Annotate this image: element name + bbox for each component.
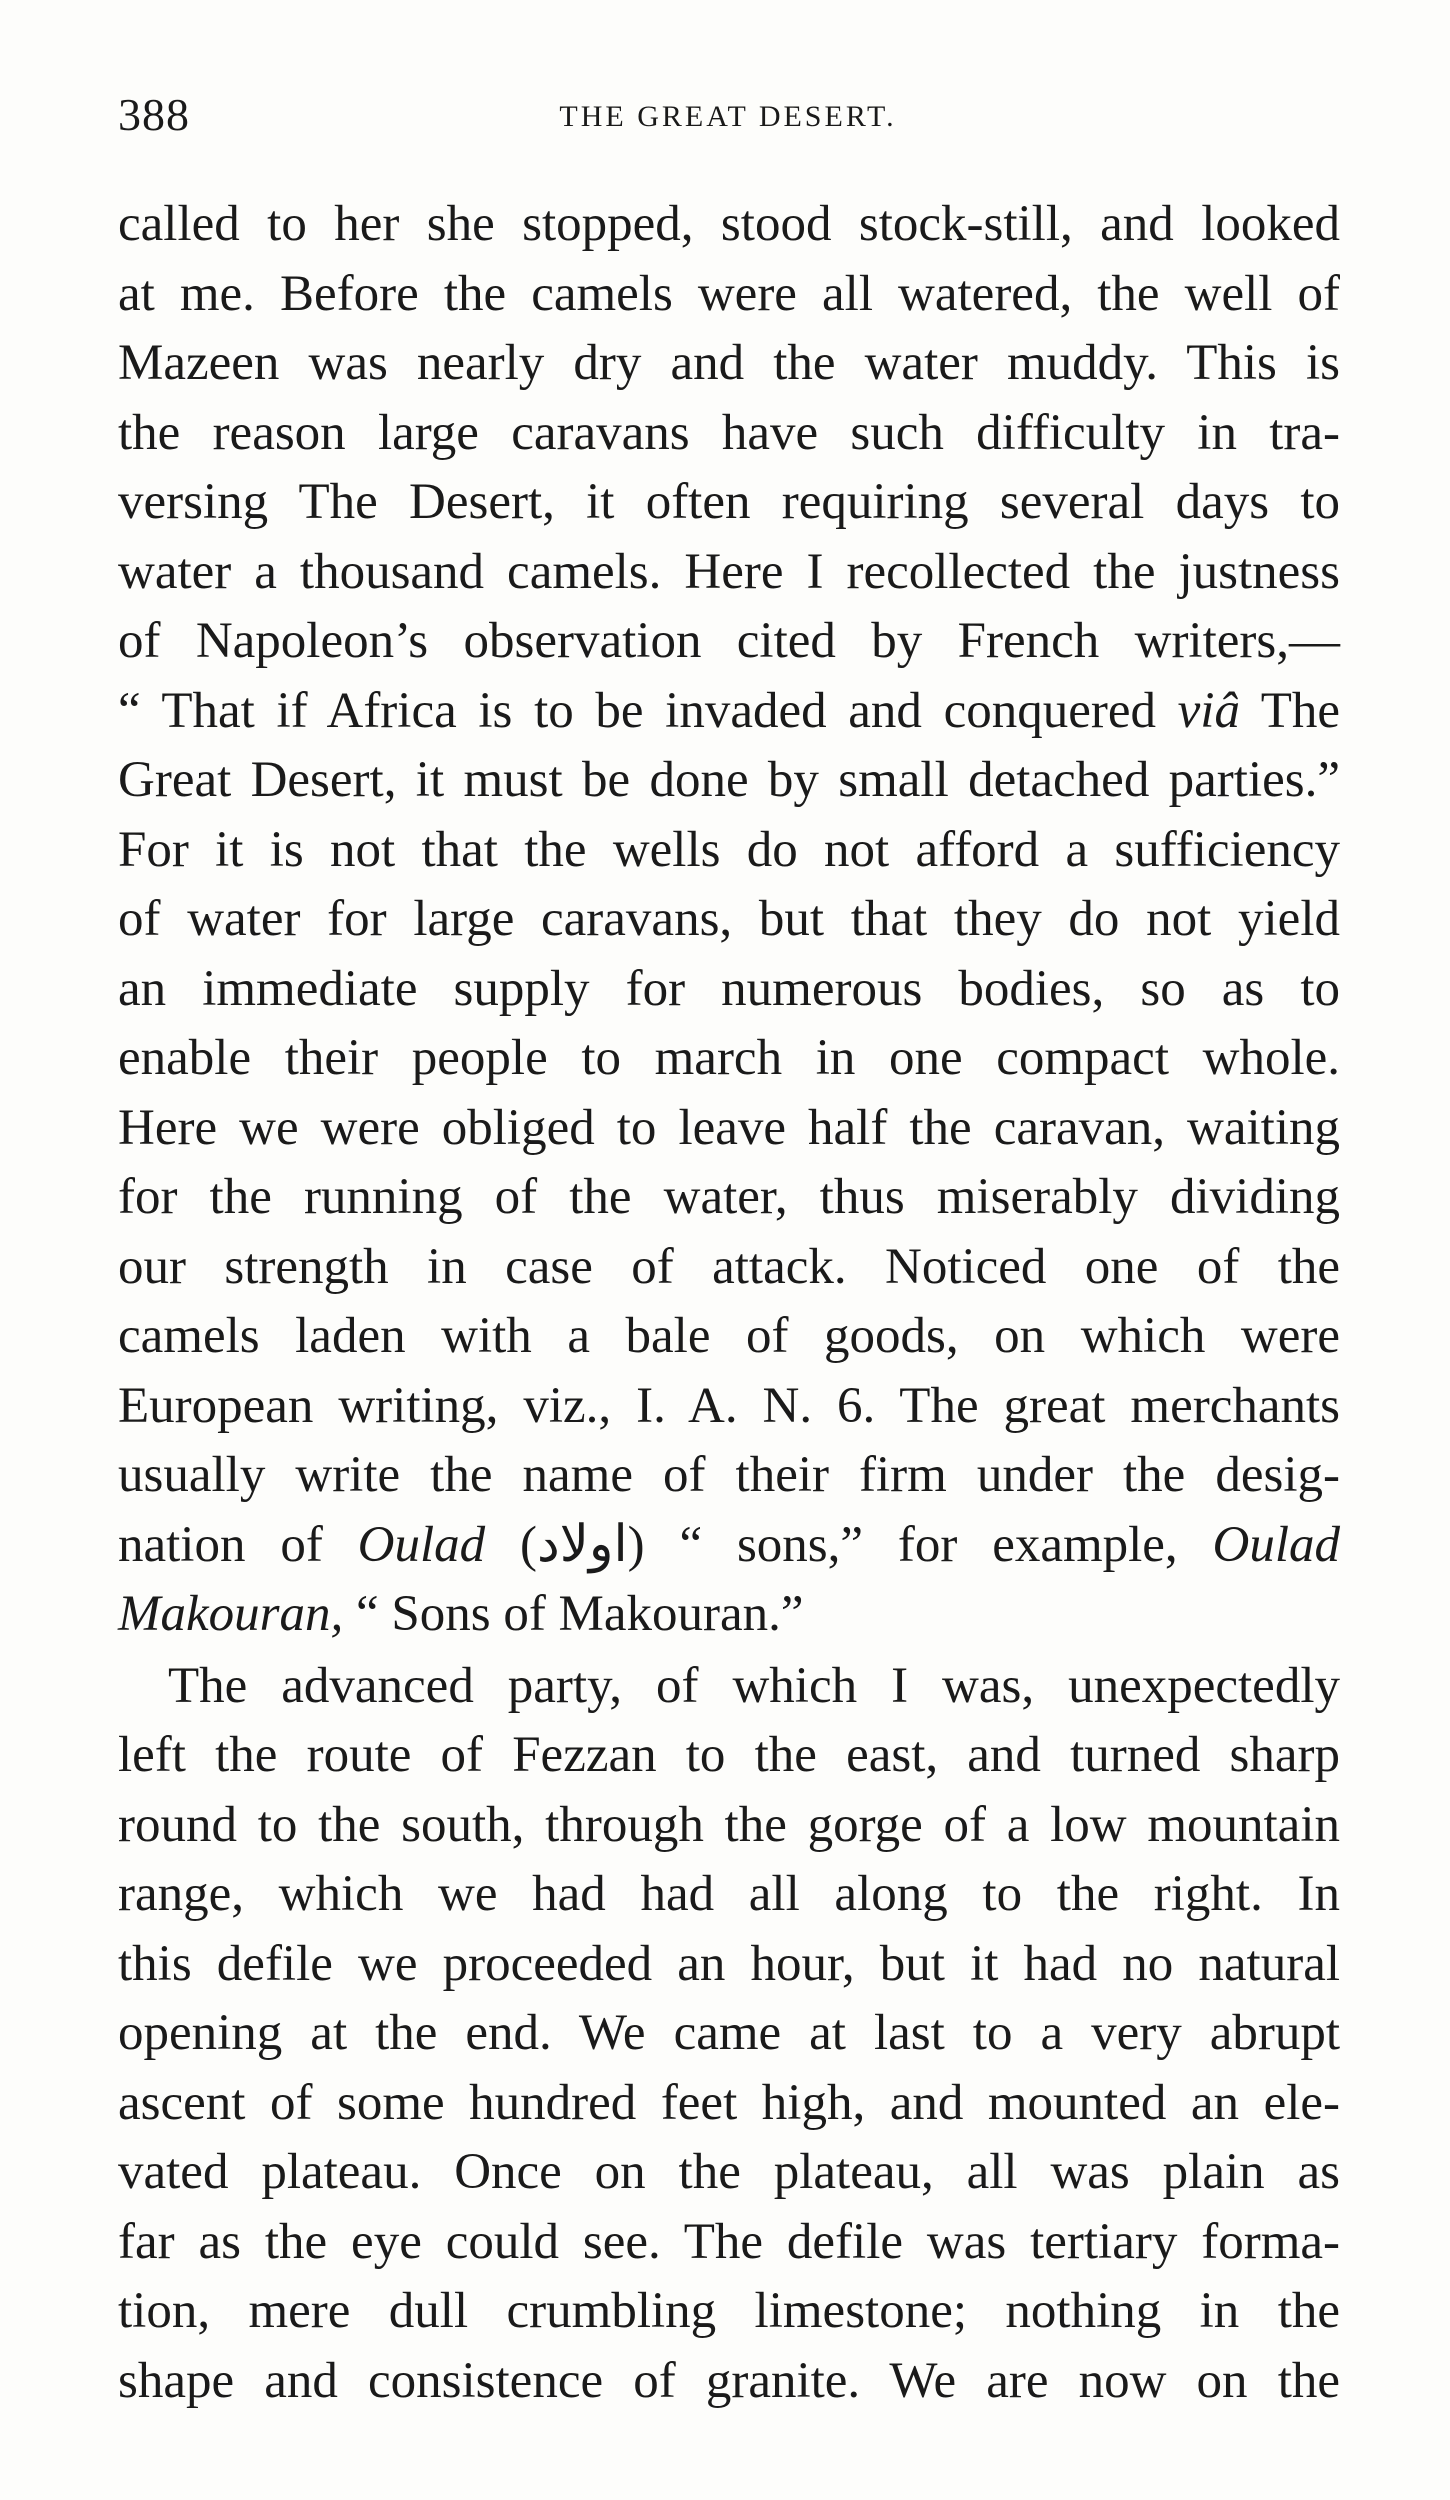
- text-line: left the route of Fezzan to the east, and turned sharp: [118, 1727, 1340, 1783]
- text-line: For it is not that the wells do not afford a sufficiency: [118, 821, 1340, 878]
- arabic-word: (اولاد): [520, 1516, 645, 1573]
- paragraph-first-line: The advanced party, of which I was, unexpectedly: [168, 1657, 1340, 1714]
- text-line: enable their people to march in one compact whole.: [118, 1030, 1340, 1086]
- text-line: Mazeen was nearly dry and the water muddy. This is: [118, 335, 1340, 391]
- text-line: tion, mere dull crumbling limestone; nothing in the: [118, 2283, 1340, 2339]
- text-line: [118, 1580, 1340, 1650]
- text-line: [118, 1511, 1340, 1581]
- text-line: usually write the name of their firm under the desig-: [118, 1447, 1340, 1503]
- text-fragment: “ sons,” for example,: [679, 1516, 1178, 1573]
- text-line: the reason large caravans have such difficulty in tra-: [118, 404, 1340, 461]
- italic-word: Oulad: [1212, 1516, 1341, 1573]
- text-fragment: nation of: [118, 1516, 323, 1573]
- italic-word: Makouran,: [118, 1586, 344, 1642]
- text-line: range, which we had had all along to the right. In: [118, 1866, 1340, 1922]
- text-line: Here we were obliged to leave half the caravan, waiting: [118, 1099, 1340, 1156]
- text-line: an immediate supply for numerous bodies, so as to: [118, 960, 1340, 1017]
- text-line: of water for large caravans, but that they do not yield: [118, 891, 1340, 947]
- text-line: opening at the end. We came at last to a very abrupt: [118, 2005, 1340, 2061]
- text-line: versing The Desert, it often requiring several days to: [118, 474, 1340, 530]
- text-line: this defile we proceeded an hour, but it had no natural: [118, 1935, 1340, 1992]
- text-line: camels laden with a bale of goods, on which were: [118, 1308, 1340, 1364]
- text-line: European writing, viz., I. A. N. 6. The great merchants: [118, 1377, 1340, 1434]
- body-text: [118, 190, 1340, 2416]
- text-line: our strength in case of attack. Noticed one of the: [118, 1238, 1340, 1295]
- text-line: Great Desert, it must be done by small detached parties.”: [118, 752, 1340, 808]
- text-line: shape and consistence of granite. We are now on the: [118, 2352, 1340, 2409]
- text-fragment: The: [1260, 682, 1341, 739]
- running-head: [118, 88, 1338, 148]
- text-line: called to her she stopped, stood stock-still, and looked: [118, 196, 1340, 252]
- text-line: far as the eye could see. The defile was tertiary forma-: [118, 2213, 1340, 2270]
- running-title: THE GREAT DESERT.: [559, 100, 897, 133]
- text-line: [118, 677, 1340, 747]
- text-line: vated plateau. Once on the plateau, all was plain as: [118, 2144, 1340, 2200]
- text-fragment: “ Sons of Makouran.”: [355, 1586, 804, 1642]
- text-line: at me. Before the camels were all watered, the well of: [118, 265, 1340, 322]
- text-line: of Napoleon’s observation cited by French writers,—: [118, 613, 1340, 669]
- text-line: water a thousand camels. Here I recollected the justness: [118, 543, 1340, 600]
- text-fragment: “ That if Africa is to be invaded and conquered: [118, 682, 1156, 739]
- italic-word: viâ: [1177, 682, 1240, 739]
- page-number: 388: [118, 89, 190, 140]
- text-line: ascent of some hundred feet high, and mounted an ele-: [118, 2074, 1340, 2131]
- text-line: round to the south, through the gorge of a low mountain: [118, 1796, 1340, 1853]
- italic-word: Oulad: [357, 1516, 486, 1573]
- text-line: for the running of the water, thus miserably dividing: [118, 1169, 1340, 1225]
